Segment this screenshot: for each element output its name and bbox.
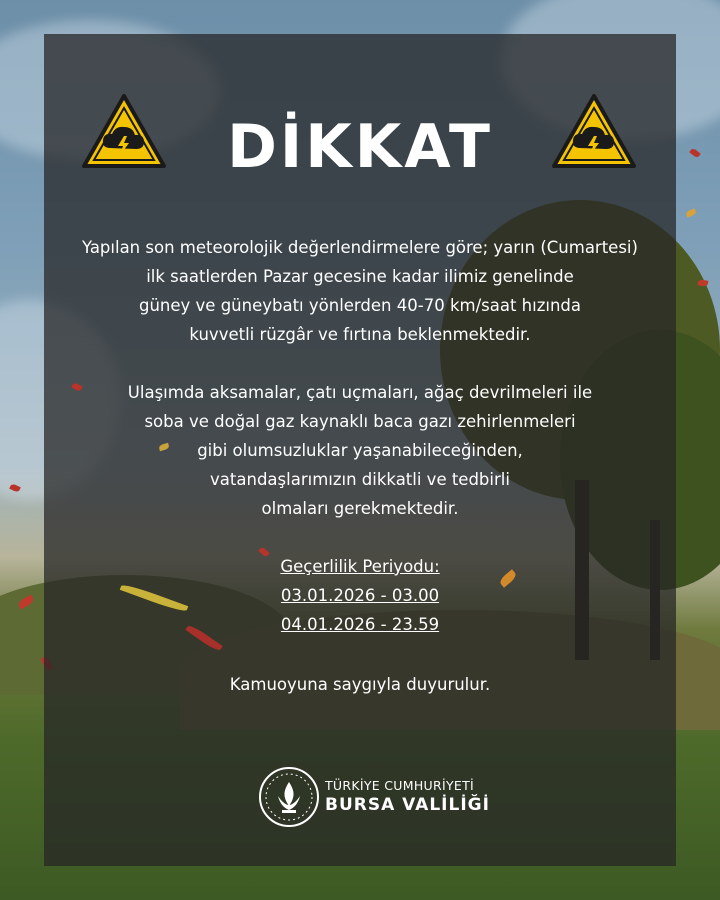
forecast-line: kuvvetli rüzgâr ve fırtına beklenmektedir. — [189, 325, 531, 344]
risk-line: soba ve doğal gaz kaynaklı baca gazı zehirlenmeleri — [144, 412, 576, 431]
risk-line: Ulaşımda aksamalar, çatı uçmaları, ağaç devrilmeleri ile — [127, 383, 593, 402]
validity-period — [0, 552, 720, 639]
footer-line1: TÜRKİYE CUMHURİYETİ — [325, 778, 474, 793]
forecast-paragraph — [0, 233, 720, 349]
closing-line: Kamuoyuna saygıyla duyurulur. — [229, 675, 491, 694]
risk-line: vatandaşlarımızın dikkatli ve tedbirli — [210, 470, 510, 489]
validity-label: Geçerlilik Periyodu: — [280, 557, 440, 576]
risk-line: gibi olumsuzluklar yaşanabileceğinden, — [197, 441, 523, 460]
page-title: DİKKAT — [227, 112, 493, 182]
footer-institution — [325, 778, 490, 816]
validity-end: 04.01.2026 - 23.59 — [280, 615, 440, 634]
validity-start: 03.01.2026 - 03.00 — [280, 586, 440, 605]
forecast-line: Yapılan son meteorolojik değerlendirmelere göre; yarın (Cumartesi) — [82, 238, 638, 257]
forecast-line: ilk saatlerden Pazar gecesine kadar ilimiz genelinde — [146, 267, 574, 286]
forecast-line: güney ve güneybatı yönlerden 40-70 km/saat hızında — [138, 296, 581, 315]
closing-note — [0, 670, 720, 699]
bursa-valiligi-emblem-icon — [258, 766, 320, 828]
risk-paragraph — [0, 378, 720, 523]
footer-line2: BURSA VALİLİĞİ — [325, 795, 490, 815]
risk-line: olmaları gerekmektedir. — [261, 499, 459, 518]
